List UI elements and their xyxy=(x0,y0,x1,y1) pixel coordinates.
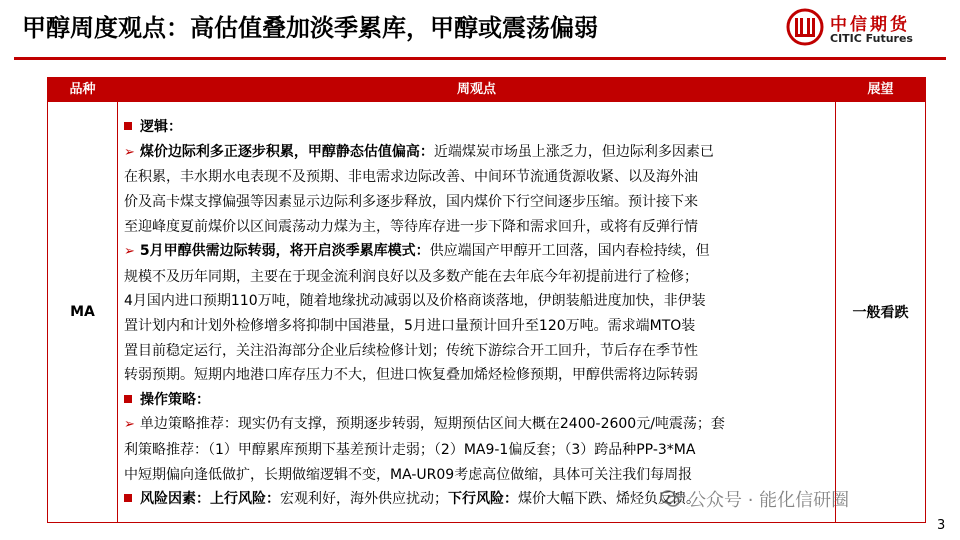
arrow-bullet-icon: ➢ xyxy=(124,244,135,260)
square-bullet-icon xyxy=(124,395,132,403)
table-header-row xyxy=(48,78,926,102)
logo-text-cn: 中信期货 xyxy=(830,15,910,35)
variety-cell: MA xyxy=(48,102,118,523)
logic-point-1-title: 煤价边际利多正逐步积累，甲醇静态估值偏高： xyxy=(139,143,434,160)
logic-point-2-line: 4月国内进口预期110万吨，随着地缘扰动减弱以及价格商谈落地，伊朗装船进度加快，非伊装 xyxy=(124,293,706,310)
wechat-icon xyxy=(660,489,680,509)
strategy-line: 利策略推荐：（1）甲醇累库预期下基差预计走弱；（2）MA9-1偏反套；（3）跨品种PP-3*MA xyxy=(124,441,696,458)
table-row xyxy=(48,102,926,523)
col-header-outlook: 展望 xyxy=(836,78,926,102)
logic-point-2-line: 转弱预期。短期内地港口库存压力不大，但进口恢复叠加烯烃检修预期，甲醇供需将边际转弱 xyxy=(124,367,698,384)
risk-down-label: 下行风险： xyxy=(448,491,518,508)
arrow-bullet-icon: ➢ xyxy=(124,417,135,433)
strategy-line: ➢ 单边策略推荐：现实仍有支撑，预期逐步转弱，短期预估区间大概在2400-2600元/吨震荡；套 xyxy=(124,416,725,433)
view-cell xyxy=(118,102,836,523)
citic-logo-icon xyxy=(786,8,824,46)
square-bullet-icon xyxy=(124,122,132,130)
strategy-heading: 操作策略： xyxy=(124,388,829,413)
col-header-variety: 品种 xyxy=(48,78,118,102)
logic-point-1-line: 在积累，丰水期水电表现不及预期、非电需求边际改善、中间环节流通货源收紧、以及海外油 xyxy=(124,169,698,186)
header-divider xyxy=(14,57,946,60)
strategy-line: 中短期偏向逢低做扩，长期做缩逻辑不变，MA-UR09考虑高位做缩，具体可关注我们每周报 xyxy=(124,466,693,483)
risk-label: 风险因素： xyxy=(140,491,210,508)
risk-up-text: 宏观利好，海外供应扰动； xyxy=(280,491,448,508)
citic-futures-logo xyxy=(786,8,936,50)
outlook-cell: 一般看跌 xyxy=(836,102,926,523)
risk-down-text: 煤价大幅下跌、烯烃负反馈。 xyxy=(518,491,700,508)
watermark xyxy=(660,486,930,516)
watermark-text: 公众号 · 能化信研圈 xyxy=(688,490,850,511)
logic-point-1-line: 至迎峰度夏前煤价以区间震荡动力煤为主，等待库存进一步下降和需求回升，或将有反弹行情 xyxy=(124,218,698,235)
page-number: 3 xyxy=(937,518,946,533)
page-title: 甲醇周度观点：高估值叠加淡季累库，甲醇或震荡偏弱 xyxy=(22,14,598,42)
logic-point-2-line: ➢ 5月甲醇供需边际转弱，将开启淡季累库模式：供应端国产甲醇开工回落，国内春检持续，但 xyxy=(124,243,710,260)
logic-point-2-line: 规模不及历年同期，主要在于现金流利润良好以及多数产能在去年底今年初提前进行了检修； xyxy=(124,268,698,285)
risk-up-label: 上行风险： xyxy=(210,491,280,508)
logic-point-2-line: 置目前稳定运行，关注沿海部分企业后续检修计划；传统下游综合开工回升，节后存在季节性 xyxy=(124,342,698,359)
col-header-view: 周观点 xyxy=(118,78,836,102)
square-bullet-icon xyxy=(124,494,132,502)
logic-point-2-line: 置计划内和计划外检修增多将抑制中国港量，5月进口量预计回升至120万吨。需求端MTO装 xyxy=(124,318,696,334)
weekly-view-table xyxy=(47,77,926,523)
logic-heading: 逻辑： xyxy=(124,115,829,140)
logic-point-2-title: 5月甲醇供需边际转弱，将开启淡季累库模式： xyxy=(139,243,430,260)
arrow-bullet-icon: ➢ xyxy=(124,144,135,160)
logo-text-en: CITIC Futures xyxy=(830,32,913,45)
logic-point-1-line: 价及高卡煤支撑偏强等因素显示边际利多逐步释放，国内煤价下行空间逐步压缩。预计接下来 xyxy=(124,194,698,211)
logic-point-1-line: ➢ 煤价边际利多正逐步积累，甲醇静态估值偏高：近端煤炭市场虽上涨乏力，但边际利多因素已 xyxy=(124,143,714,160)
